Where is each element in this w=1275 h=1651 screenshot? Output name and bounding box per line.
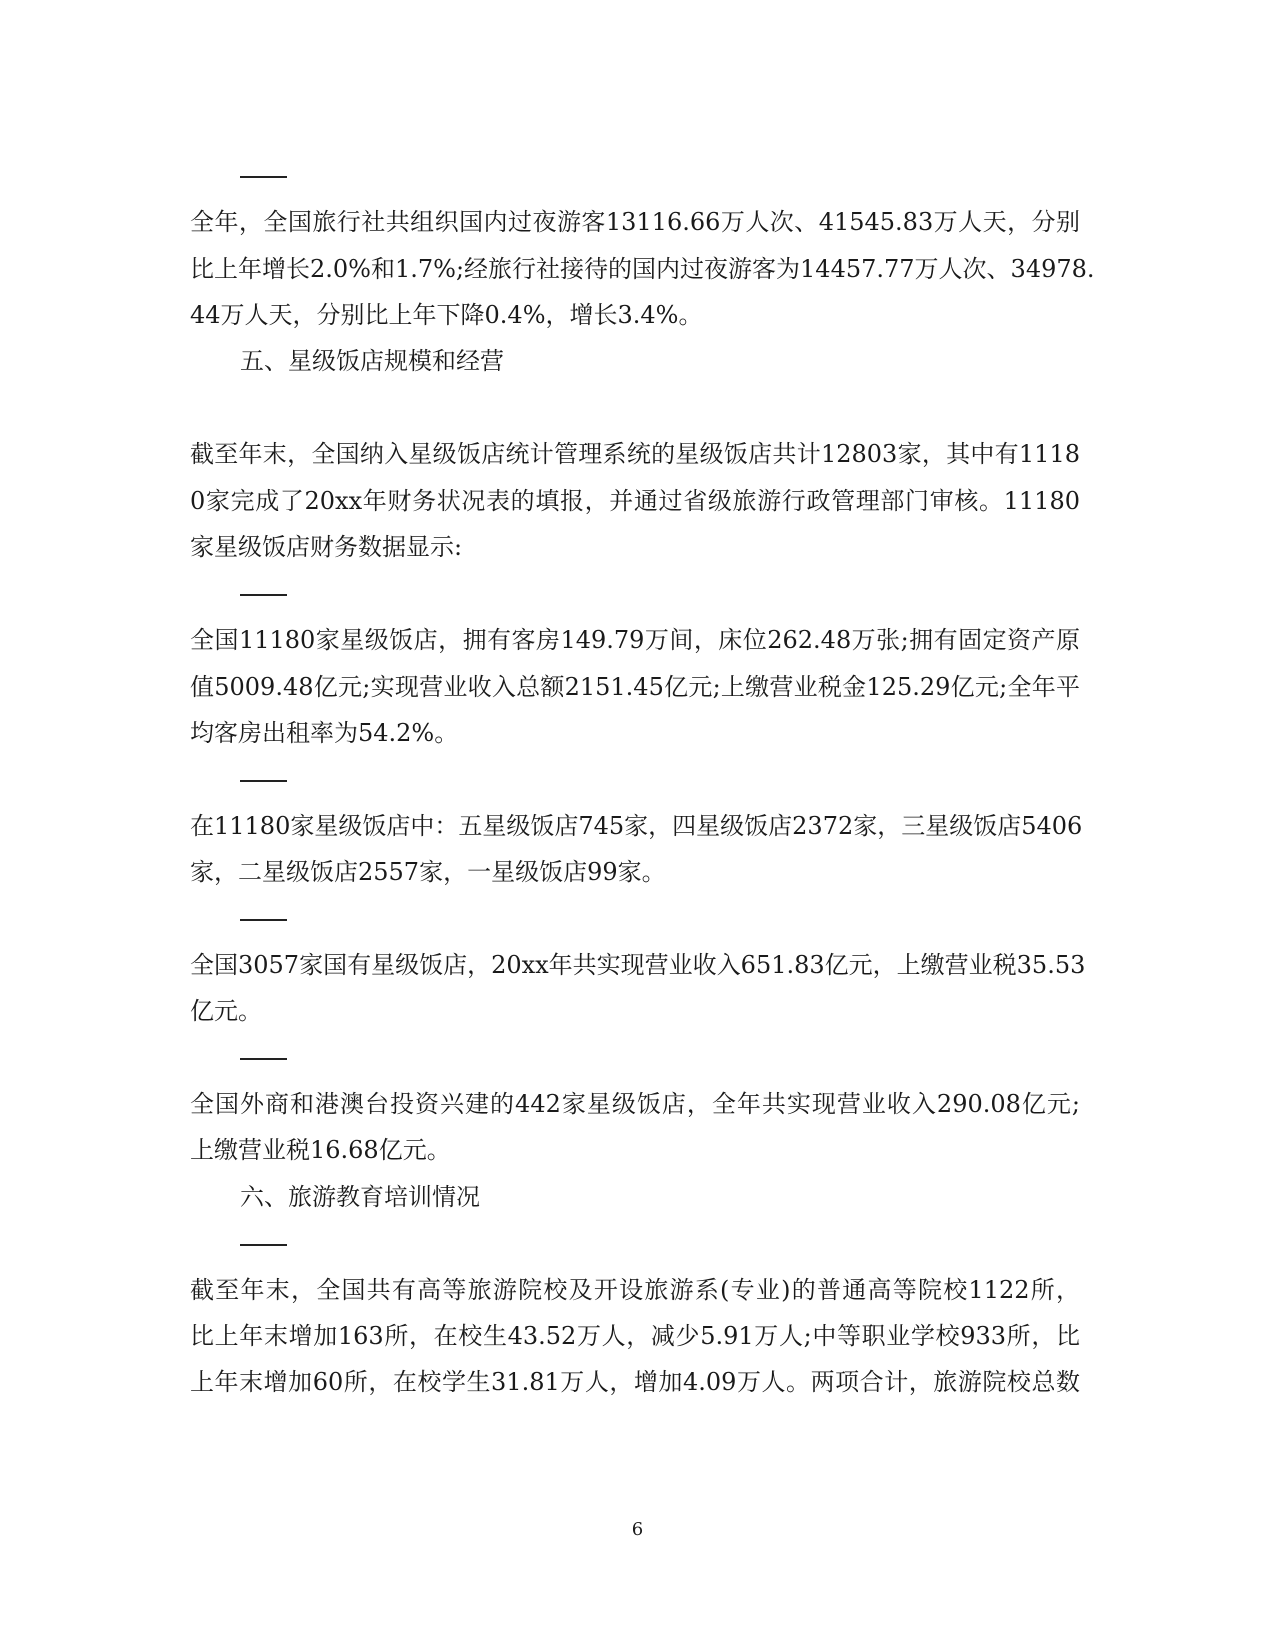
dash-separator — [240, 1058, 287, 1060]
dash-separator — [240, 1244, 287, 1246]
section-heading-6: 六、旅游教育培训情况 — [240, 1183, 480, 1211]
paragraph-line: 截至年末，全国共有高等旅游院校及开设旅游系(专业)的普通高等院校1122所， — [190, 1276, 1080, 1304]
paragraph-line: 全国3057家国有星级饭店，20xx年共实现营业收入651.83亿元，上缴营业税35.53 — [190, 951, 1086, 979]
paragraph-line: 全年，全国旅行社共组织国内过夜游客13116.66万人次、41545.83万人天，分别 — [190, 208, 1080, 236]
paragraph-line: 0家完成了20xx年财务状况表的填报，并通过省级旅游行政管理部门审核。11180 — [190, 487, 1080, 515]
dash-separator — [240, 919, 287, 921]
paragraph-line: 上缴营业税16.68亿元。 — [190, 1136, 451, 1164]
paragraph-line: 值5009.48亿元;实现营业收入总额2151.45亿元;上缴营业税金125.29亿元;全年平 — [190, 673, 1080, 701]
paragraph-line: 全国外商和港澳台投资兴建的442家星级饭店，全年共实现营业收入290.08亿元; — [190, 1090, 1080, 1118]
paragraph-line: 截至年末，全国纳入星级饭店统计管理系统的星级饭店共计12803家，其中有1118 — [190, 440, 1080, 468]
paragraph-line: 在11180家星级饭店中：五星级饭店745家，四星级饭店2372家，三星级饭店5406 — [190, 812, 1083, 840]
dash-separator — [240, 176, 287, 178]
dash-separator — [240, 780, 287, 782]
paragraph-line: 亿元。 — [190, 997, 262, 1025]
page-number: 6 — [631, 1519, 644, 1540]
section-heading-5: 五、星级饭店规模和经营 — [240, 347, 504, 375]
dash-separator — [240, 594, 287, 596]
paragraph-line: 均客房出租率为54.2%。 — [190, 719, 459, 747]
paragraph-line: 家，二星级饭店2557家，一星级饭店99家。 — [190, 858, 666, 886]
paragraph-line: 家星级饭店财务数据显示: — [190, 533, 463, 561]
paragraph-line: 上年末增加60所，在校学生31.81万人，增加4.09万人。两项合计，旅游院校总数 — [190, 1368, 1080, 1396]
paragraph-line: 比上年末增加163所，在校生43.52万人，减少5.91万人;中等职业学校933所，比 — [190, 1322, 1080, 1350]
paragraph-line: 全国11180家星级饭店，拥有客房149.79万间，床位262.48万张;拥有固定资产原 — [190, 626, 1080, 654]
paragraph-line: 44万人天，分别比上年下降0.4%，增长3.4%。 — [190, 301, 703, 329]
paragraph-line: 比上年增长2.0%和1.7%;经旅行社接待的国内过夜游客为14457.77万人次、34978. — [190, 255, 1095, 283]
